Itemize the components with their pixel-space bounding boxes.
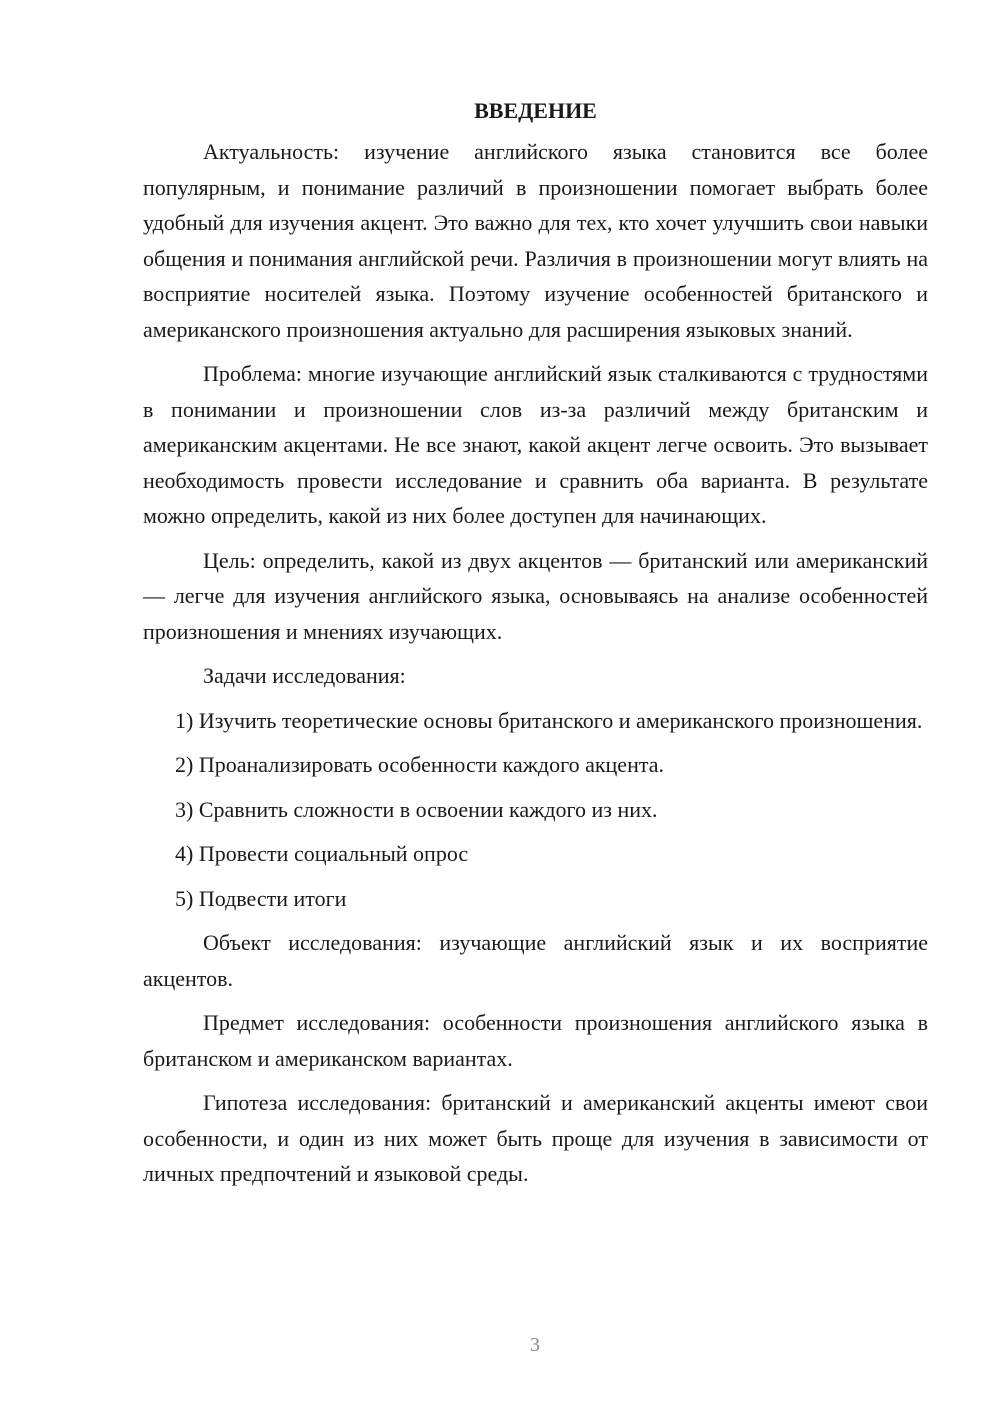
task-item-2: 2) Проанализировать особенности каждого акцента. <box>175 752 664 777</box>
paragraph-subject: Предмет исследования: особенности произношения английского языка в британском и американском вариантах. <box>143 1010 928 1071</box>
page-number: 3 <box>530 1334 540 1356</box>
document-page <box>143 96 928 1192</box>
paragraph-goal: Цель: определить, какой из двух акцентов — британский или американский — легче для изучения английского языка, основываясь на анализе особенностей произношения и мнениях изучающих. <box>143 547 928 644</box>
paragraph-object: Объект исследования: изучающие английский язык и их восприятие акцентов. <box>143 930 928 991</box>
paragraph-tasks-title: Задачи исследования: <box>203 663 406 688</box>
tasks-list <box>143 703 928 917</box>
task-item-4: 4) Провести социальный опрос <box>175 841 469 866</box>
paragraph-hypothesis: Гипотеза исследования: британский и американский акценты имеют свои особенности, и один из них может быть проще для изучения в зависимости от личных предпочтений и языковой среды. <box>143 1090 928 1186</box>
task-item-1: 1) Изучить теоретические основы британского и американского произношения. <box>175 707 923 733</box>
paragraph-relevance: Актуальность: изучение английского языка становится все более популярным, и понимание различий в произношении помогает выбрать более удобный для изучения акцент. Это важно для тех, кто хочет улучшить свои навыки общения и понимания английской речи. Различия в произношении могут влиять на восприятие носителей языка. Поэтому изучение особенностей британского и американского произношения актуально для расширения языковых знаний. <box>143 139 928 342</box>
section-heading: ВВЕДЕНИЕ <box>474 98 597 123</box>
task-item-5: 5) Подвести итоги <box>175 885 347 911</box>
paragraph-problem: Проблема: многие изучающие английский язык сталкиваются с трудностями в понимании и произношении слов из-за различий между британским и американским акцентами. Не все знают, какой акцент легче освоить. Это вызывает необходимость провести исследование и сравнить оба варианта. В результате можно определить, какой из них более доступен для начинающих. <box>143 361 928 528</box>
task-item-3: 3) Сравнить сложности в освоении каждого из них. <box>175 796 658 822</box>
